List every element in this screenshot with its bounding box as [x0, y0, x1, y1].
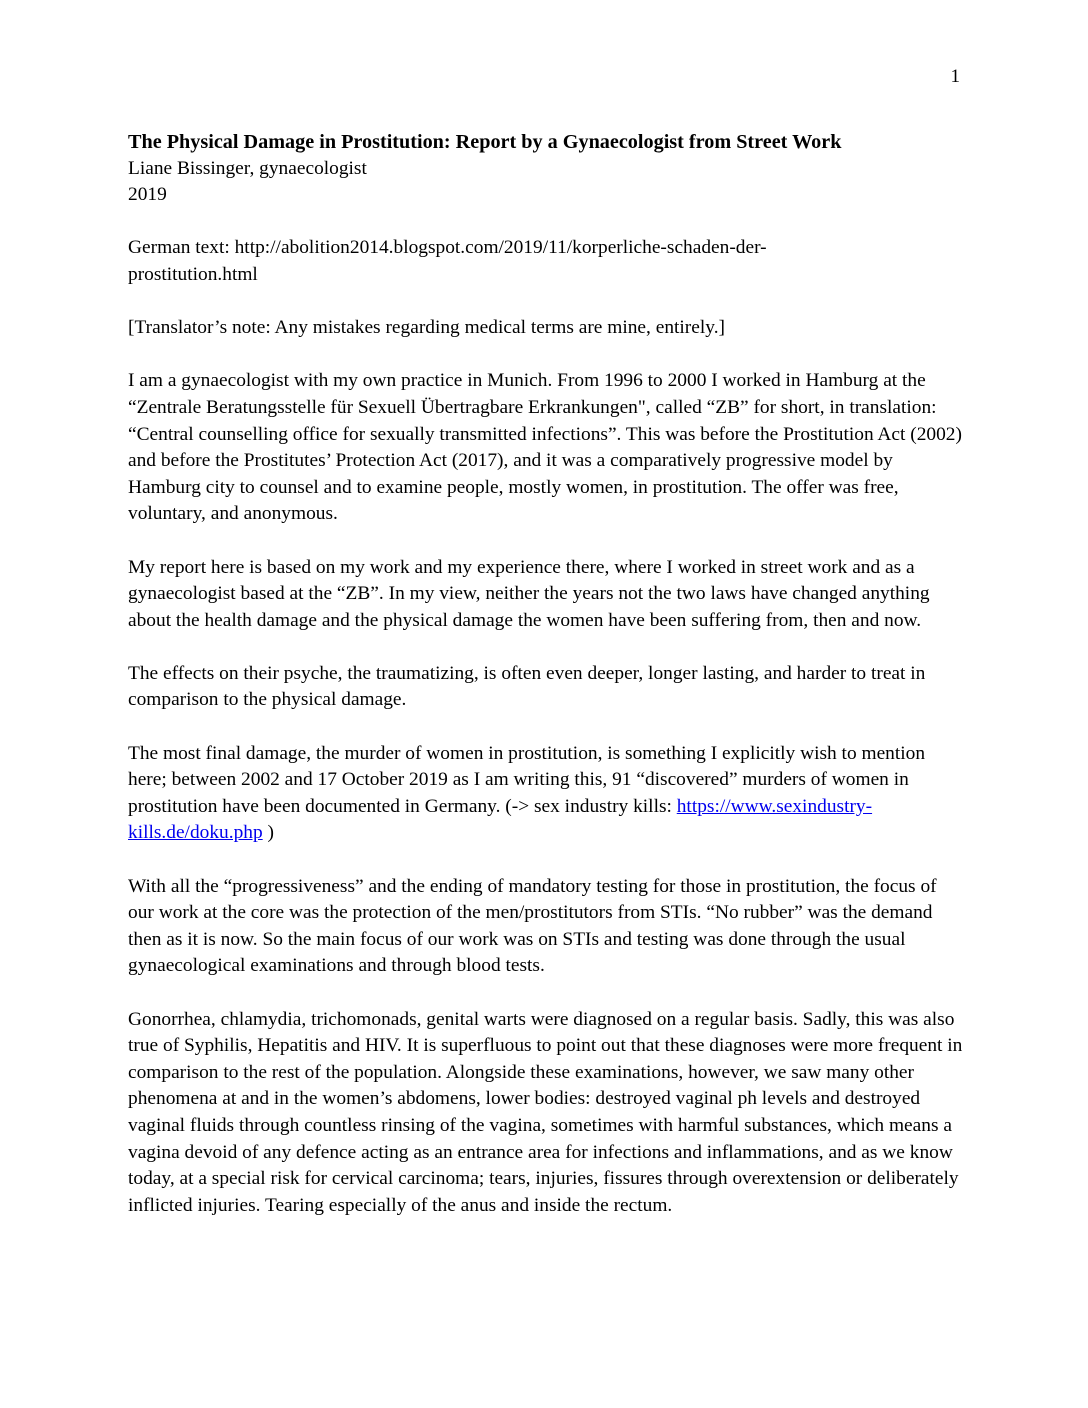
document-title: The Physical Damage in Prostitution: Report by a Gynaecologist from Street Work — [128, 131, 842, 153]
document-header — [128, 129, 964, 209]
translator-note: [Translator’s note: Any mistakes regarding medical terms are mine, entirely.] — [128, 317, 725, 339]
paragraph-diagnoses: Gonorrhea, chlamydia, trichomonads, genital warts were diagnosed on a regular basis. Sadly, this was also true of Syphilis, Hepatitis and HIV. It is superfluous to point out that these diagnoses were more frequent in comparison to the rest of the population. Alongside these examinations, however, we saw many other phenomena at and in the women’s abdomens, lower bodies: destroyed vaginal ph levels and destroyed vaginal fluids through countless rinsing of the vagina, sometimes with harmful substances, which means a vagina devoid of any defence acting as an entrance area for infections and inflammations, and as we know today, at a special risk for cervical carcinoma; tears, injuries, fissures through overextension or deliberately inflicted injuries. Tearing especially of the anus and inside the rectum. — [128, 1008, 963, 1216]
paragraph-psyche-effects: The effects on their psyche, the traumatizing, is often even deeper, longer lasting, and harder to treat in comparison to the physical damage. — [128, 662, 926, 711]
murders-text: The most final damage, the murder of women in prostitution, is something I explicitly wish to mention here; between 2002 and 17 October 2019 as I am writing this, 91 “discovered” murders of women in prostitution have been documented in Germany. (-> sex industry kills: — [128, 742, 926, 817]
paragraph-intro: I am a gynaecologist with my own practice in Munich. From 1996 to 2000 I worked in Hamburg at the “Zentrale Beratungsstelle für Sexuell Übertragbare Erkrankungen", called “ZB” for short, in translation: “Central counselling office for sexually transmitted infections”. This was before the Prostitution Act (2002) and before the Prostitutes’ Protection Act (2017), and it was a comparatively progressive model by Hamburg city to counsel and to examine people, mostly women, in prostitution. The offer was free, voluntary, and anonymous. — [128, 370, 962, 525]
sexindustry-kills-link[interactable]: https://www.sexindustry-kills.de/doku.php — [128, 795, 873, 844]
page-number: 1 — [950, 66, 960, 87]
author-line: Liane Bissinger, gynaecologist — [128, 157, 367, 179]
paragraph-murders — [128, 741, 964, 847]
murders-suffix: ) — [262, 822, 274, 844]
document-body — [128, 129, 964, 1246]
year-line: 2019 — [128, 184, 167, 206]
source-reference: German text: http://abolition2014.blogspot.com/2019/11/korperliche-schaden-der-prostitution.html — [128, 237, 767, 285]
paragraph-report-basis: My report here is based on my work and my experience there, where I worked in street work and as a gynaecologist based at the “ZB”. In my view, neither the years not the two laws have changed anything about the health damage and the physical damage the women have been suffering from, then and now. — [128, 556, 930, 631]
paragraph-sti-focus: With all the “progressiveness” and the ending of mandatory testing for those in prostitution, the focus of our work at the core was the protection of the men/prostitutors from STIs. “No rubber” was the demand then as it is now. So the main focus of our work was on STIs and testing was done through the usual gynaecological examinations and through blood tests. — [128, 875, 937, 977]
